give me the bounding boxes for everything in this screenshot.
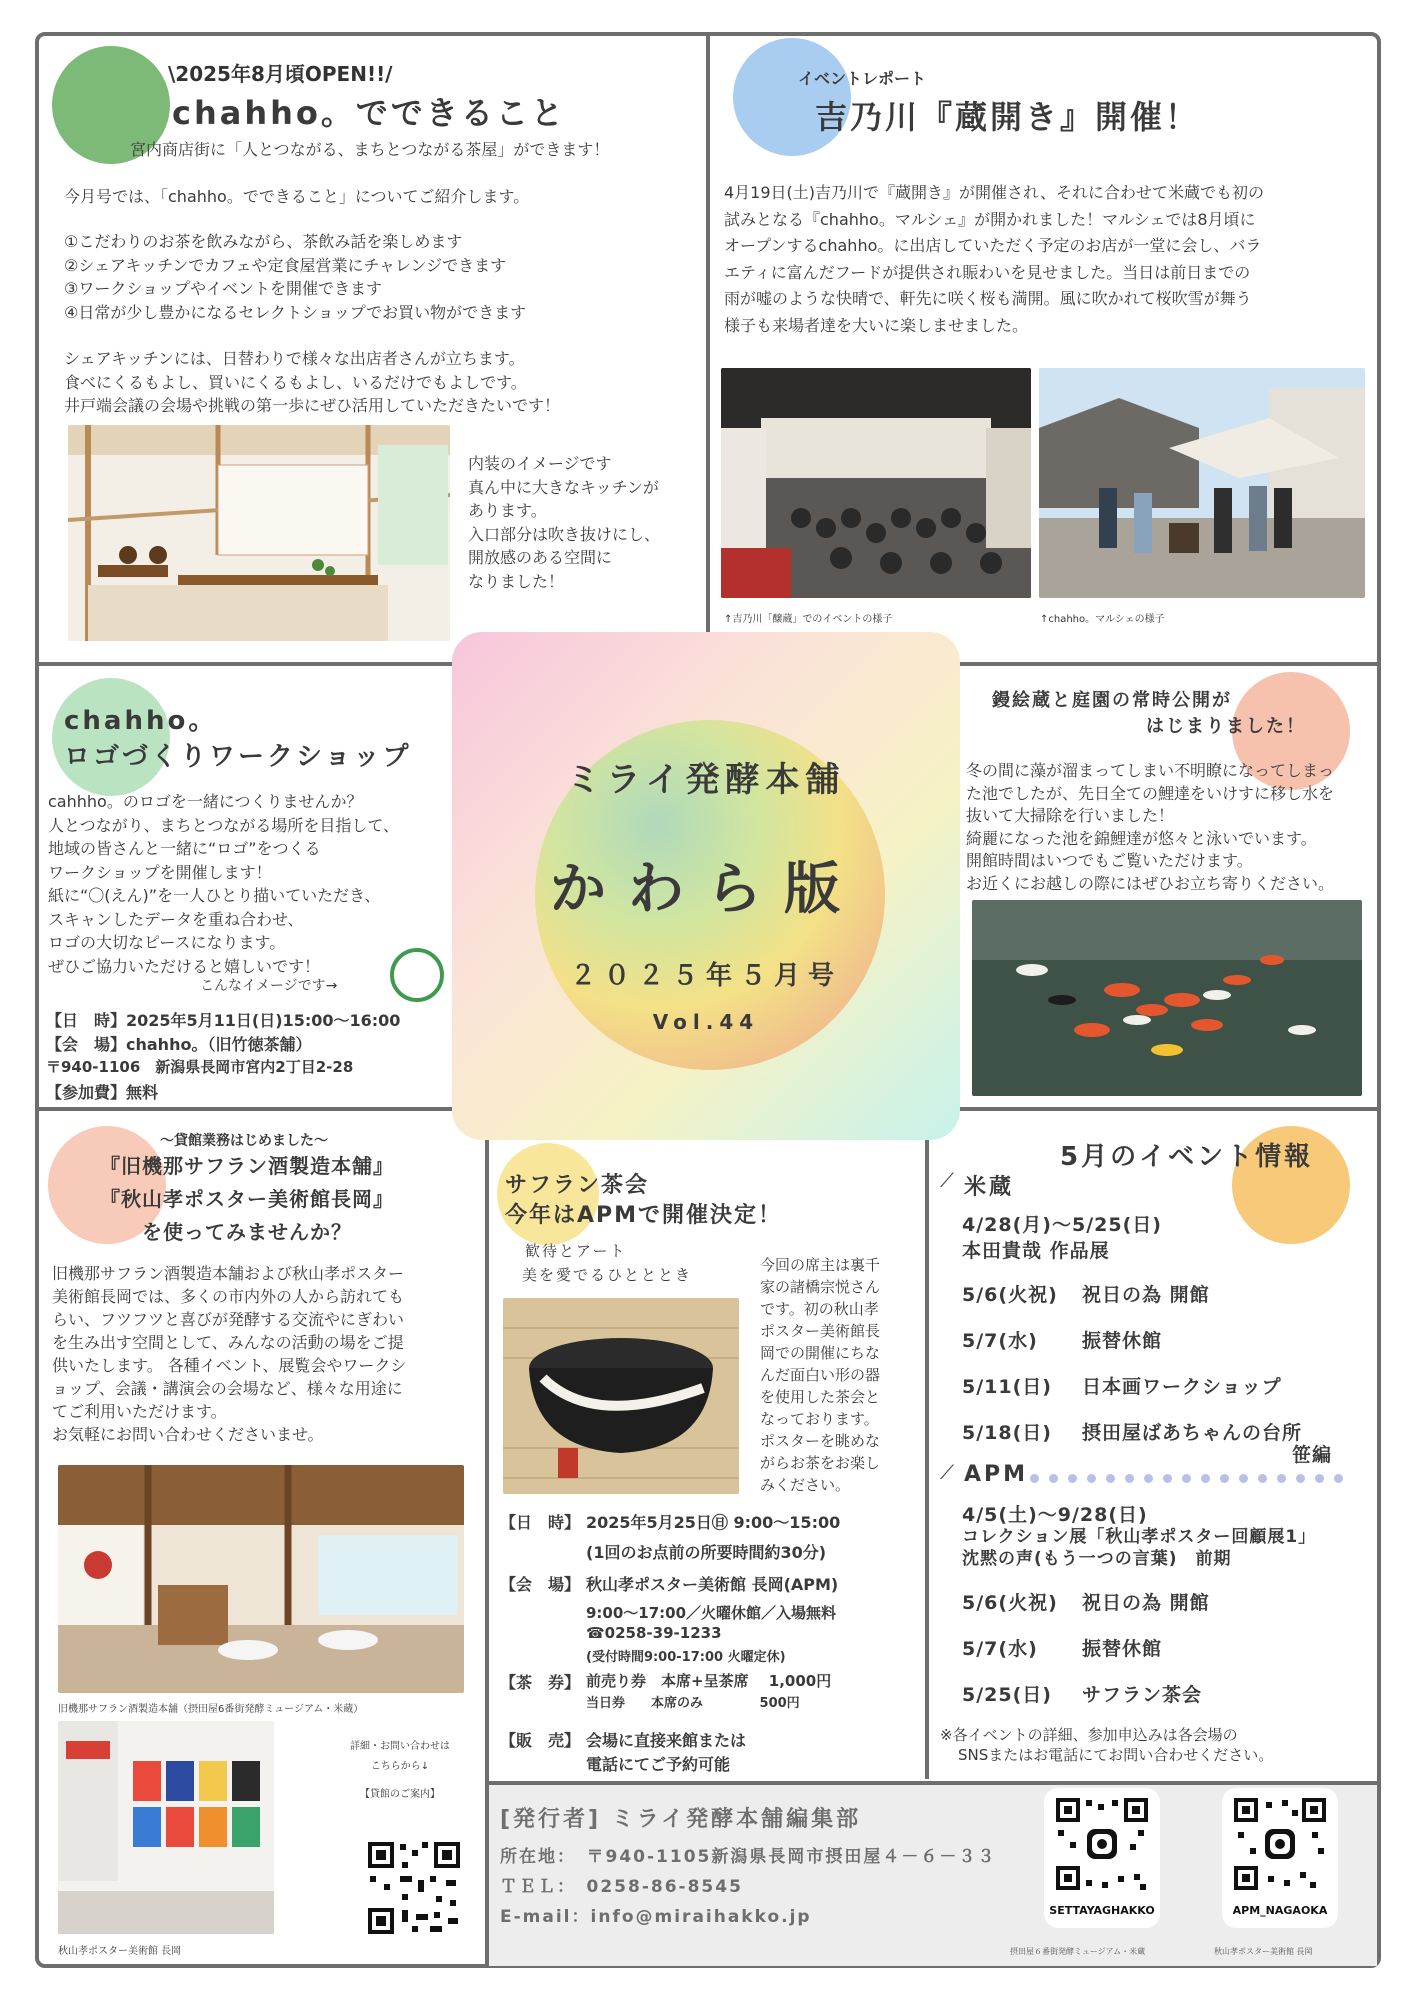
s1-para-line: 井戸端会議の会場や挑戦の第一歩にぜひ活用していただきたいです！ xyxy=(64,396,561,415)
footer-publisher: [発行者] ミライ発酵本舗編集部 xyxy=(500,1807,862,1832)
event-name: 日本画ワークショップ xyxy=(1082,1376,1282,1398)
s2-caption-2: ↑chahho。マルシェの様子 xyxy=(1040,614,1165,625)
s6-body-line: 岡での開催にちな xyxy=(760,1344,881,1362)
instagram-sub-1: 摂田屋６番街発酵ミュージアム・米蔵 xyxy=(1010,1947,1146,1956)
s4-body-line: お近くにお越しの際にはぜひお立ち寄りください。 xyxy=(966,873,1335,893)
s2-body-line: 試みとなる『chahho。マルシェ』が開かれました！マルシェでは8月頃に xyxy=(724,209,1256,229)
s6-sales-label: 【販 売】 xyxy=(500,1731,581,1750)
s2-body-line: 4月19日(土)吉乃川で『蔵開き』が開催され、それに合わせて米蔵でも初の xyxy=(724,183,1264,202)
s1-title: chahho。でできること xyxy=(172,94,566,132)
masthead-org: ミライ発酵本舗 xyxy=(566,760,846,800)
poster-museum-photo xyxy=(58,1721,274,1934)
s6-body-line: 今回の席主は裏千 xyxy=(760,1256,881,1274)
s6-title-1: サフラン茶会 xyxy=(505,1173,650,1198)
event-date: 4/28(月)～5/25(日) xyxy=(962,1214,1162,1236)
s2-body xyxy=(724,180,1264,339)
s6-body-line: ポスターを眺めな xyxy=(760,1432,881,1450)
event-name: 振替休館 xyxy=(1082,1330,1163,1352)
instagram-qr-code-2[interactable] xyxy=(1232,1796,1328,1892)
s5-body-line: 美術館長岡では、多くの市内外の人から訪れても xyxy=(52,1287,405,1306)
event-date: 5/18(日) xyxy=(962,1422,1052,1444)
s4-title-1: 鏝絵蔵と庭園の常時公開が xyxy=(992,690,1232,711)
event-name: サフラン茶会 xyxy=(1082,1684,1203,1706)
event-name-extra: 笹編 xyxy=(1292,1444,1333,1466)
s5-body xyxy=(52,1262,406,1446)
s5-caption-2: 秋山孝ポスター美術館 長岡 xyxy=(58,1946,182,1957)
event-name: 祝日の為 開館 xyxy=(1082,1592,1210,1614)
s2-kicker: イベントレポート xyxy=(798,69,927,88)
event-name: 祝日の為 開館 xyxy=(1082,1284,1210,1306)
s1-tag: \2025年8月頃OPEN!!/ xyxy=(168,62,393,86)
s6-sub-1: 歓待とアート xyxy=(525,1242,627,1260)
s3-venue: 【会 場】chahho。（旧竹徳茶舗） xyxy=(46,1035,312,1054)
event-date: 4/5(土)～9/28(日) xyxy=(962,1504,1148,1526)
divider-row3-right xyxy=(925,1109,929,1779)
s3-fee: 【参加費】無料 xyxy=(46,1083,159,1102)
marche-photo xyxy=(1039,368,1365,598)
s1-point: ②シェアキッチンでカフェや定食屋営業にチャレンジできます xyxy=(64,255,507,275)
s3-image-note: こんなイメージです→ xyxy=(200,978,338,994)
event-name: 摂田屋ばあちゃんの台所 xyxy=(1082,1422,1303,1444)
event-name: コレクション展「秋山孝ポスター回顧展1」 xyxy=(962,1527,1317,1547)
caption-line: 開放感のある空間に xyxy=(468,548,613,567)
s7-venue-2: APM xyxy=(964,1462,1029,1487)
event-name: 本田貴哉 作品展 xyxy=(962,1240,1110,1262)
event-date: 5/6(火祝) xyxy=(962,1284,1058,1306)
s6-date: 2025年5月25日㊐ 9:00～15:00 xyxy=(586,1513,841,1532)
s1-points xyxy=(64,230,526,324)
interior-image xyxy=(68,425,450,641)
venue-mark-icon: ⟋ xyxy=(940,1168,954,1192)
s1-point: ③ワークショップやイベントを開催できます xyxy=(64,279,383,298)
koi-pond-photo xyxy=(972,900,1362,1096)
s5-kicker: ～貸館業務はじめました～ xyxy=(160,1133,328,1149)
s6-body-line: を使用した茶会と xyxy=(760,1388,881,1406)
s4-body-line: 綺麗になった池を錦鯉達が悠々と泳いでいます。 xyxy=(966,828,1317,848)
s6-hours: 9:00～17:00／火曜休館／入場無料 xyxy=(586,1604,837,1622)
s4-body xyxy=(966,760,1334,895)
s5-body-line: 供いたします。 各種イベント、展覧会やワークシ xyxy=(52,1356,407,1375)
s6-body-line: 家の諸橋宗悦さん xyxy=(760,1278,881,1296)
footer-tel: ＴＥＬ： 0258-86-8545 xyxy=(500,1877,743,1897)
instagram-qr-code-1[interactable] xyxy=(1054,1796,1150,1892)
s6-venue: 秋山孝ポスター美術館 長岡(APM) xyxy=(586,1575,839,1594)
masthead-issue: ２０２５年５月号 xyxy=(569,961,842,991)
event-name: 振替休館 xyxy=(1082,1638,1163,1660)
qr-note-line: 詳細・お問い合わせは xyxy=(350,1741,450,1752)
instagram-label-1: SETTAYAGHAKKO xyxy=(1049,1904,1155,1917)
s1-para-line: 食べにくるもよし、買いにくるもよし、いるだけでもよしです。 xyxy=(64,372,527,392)
s3-body-line: cahhho。のロゴを一緒につくりませんか？ xyxy=(48,792,363,811)
s4-body-line: た池でしたが、先日全ての鯉達をいけすに移し水を xyxy=(966,783,1335,803)
s7-venue-1: 米蔵 xyxy=(964,1175,1015,1200)
s6-title-2: 今年はAPMで開催決定！ xyxy=(505,1203,783,1228)
s5-body-line: を生み出す空間として、みんなの活動の場をご提 xyxy=(52,1333,404,1352)
s5-body-line: 旧機那サフラン酒製造本舗および秋山孝ポスター xyxy=(52,1264,405,1283)
caption-line: 真ん中に大きなキッチンが xyxy=(468,477,659,497)
s3-body-line: 紙に“〇(えん)”を一人ひとり描いていただき、 xyxy=(48,886,381,905)
dotted-divider xyxy=(1030,1474,1343,1483)
caption-line: 入口部分は吹き抜けにし、 xyxy=(468,524,661,544)
tea-bowl-photo xyxy=(503,1298,739,1494)
s5-title-line: を使ってみませんか？ xyxy=(142,1220,352,1244)
s2-body-line: 雨が嘘のような快晴で、軒先に咲く桜も満開。風に吹かれて桜吹雪が舞う xyxy=(724,289,1252,308)
event-date: 5/11(日) xyxy=(962,1376,1052,1398)
s5-caption-1: 旧機那サフラン酒製造本舗（摂田屋6番街発酵ミュージアム・米蔵） xyxy=(58,1704,364,1715)
s6-tel-note: (受付時間9:00-17:00 火曜定休) xyxy=(586,1650,786,1665)
s6-ticket-label: 【茶 券】 xyxy=(500,1673,581,1692)
s3-body-line: 人とつながり、まちとつながる場所を目指して、 xyxy=(48,815,400,835)
s1-image-caption xyxy=(468,452,660,593)
s7-note-2: SNSまたはお電話にてお問い合わせください。 xyxy=(958,1746,1274,1764)
masthead-volume: Vol.44 xyxy=(652,1010,760,1034)
s3-body-line: 地域の皆さんと一緒に“ロゴ”をつくる xyxy=(48,839,321,858)
s6-body-line: がらお茶をお楽し xyxy=(760,1454,881,1472)
s4-body-line: 抜いて大掃除を行いました！ xyxy=(966,806,1175,825)
s2-caption-1: ↑吉乃川「醸蔵」でのイベントの様子 xyxy=(724,614,893,625)
s2-body-line: エティに富んだフードが提供され賑わいを見せました。当日は前日までの xyxy=(724,262,1251,282)
logo-sample-ring-icon xyxy=(390,948,444,1002)
s6-body xyxy=(760,1254,880,1496)
s6-tel: ☎0258-39-1233 xyxy=(586,1624,722,1642)
s1-paragraph xyxy=(64,347,560,418)
kura-event-photo xyxy=(721,368,1031,598)
s5-title-line: 『旧機那サフラン酒製造本舗』 xyxy=(100,1154,394,1178)
event-date: 5/25(日) xyxy=(962,1684,1052,1706)
footer-email: E-mail：info@miraihakko.jp xyxy=(500,1907,812,1927)
s2-title: 吉乃川『蔵開き』開催！ xyxy=(815,98,1201,136)
s5-body-line: てご利用いただけます。 xyxy=(52,1402,227,1421)
s6-body-line: なっております。 xyxy=(760,1410,879,1428)
s1-point: ①こだわりのお茶を飲みながら、茶飲み話を楽しめます xyxy=(64,232,463,251)
s6-date-label: 【日 時】 xyxy=(500,1513,581,1532)
s6-date-note: (1回のお点前の所要時間約30分) xyxy=(586,1543,827,1562)
event-date: 5/6(火祝) xyxy=(962,1592,1058,1614)
s1-intro: 今月号では、「chahho。でできること」についてご紹介します。 xyxy=(64,187,530,206)
s1-point: ④日常が少し豊かになるセレクトショップでお買い物ができます xyxy=(64,302,527,322)
divider-top-vertical xyxy=(706,34,710,664)
s5-title-line: 『秋山孝ポスター美術館長岡』 xyxy=(100,1187,394,1211)
saffron-brewery-photo xyxy=(58,1465,464,1693)
s6-sales-1: 会場に直接来館または xyxy=(586,1731,747,1750)
s1-para-line: シェアキッチンには、日替わりで様々な出店者さんが立ちます。 xyxy=(64,349,525,368)
qr-note-line: 【貸館のご案内】 xyxy=(360,1789,440,1800)
s3-body xyxy=(48,790,399,978)
event-date: 5/7(水) xyxy=(962,1638,1038,1660)
s4-body-line: 開館時間はいつでもご覧いただけます。 xyxy=(966,851,1253,870)
s3-body-line: ぜひご協力いただけると嬉しいです！ xyxy=(48,956,321,976)
caption-line: あります。 xyxy=(468,501,547,520)
s3-date: 【日 時】2025年5月11日(日)15:00～16:00 xyxy=(46,1011,401,1030)
instagram-label-2: APM_NAGAOKA xyxy=(1232,1904,1328,1917)
s6-venue-label: 【会 場】 xyxy=(500,1575,581,1594)
masthead-title: かわら版 xyxy=(550,857,862,922)
event-name: 沈黙の声(もう一つの言葉) 前期 xyxy=(962,1549,1232,1569)
event-date: 5/7(水) xyxy=(962,1330,1038,1352)
s2-body-line: 様子も来場者達を大いに楽しませました。 xyxy=(724,315,1029,335)
s3-body-line: ワークショップを開催します！ xyxy=(48,862,272,882)
s6-sales-2: 電話にてご予約可能 xyxy=(586,1755,731,1774)
s6-body-line: みください。 xyxy=(760,1476,851,1494)
s6-body-line: です。初の秋山孝 xyxy=(760,1300,879,1318)
s3-address: 〒940-1106 新潟県長岡市宮内2丁目2-28 xyxy=(46,1058,354,1076)
venue-mark-icon: ⟋ xyxy=(940,1460,954,1484)
s5-body-line: ョップ、会議・講演会の会場など、様々な用途に xyxy=(52,1379,403,1398)
s3-body-line: スキャンしたデータを重ね合わせ、 xyxy=(48,909,304,929)
s7-note-1: ※各イベントの詳細、参加申込みは各会場の xyxy=(940,1726,1238,1744)
s6-ticket-2: 当日券 本席のみ 500円 xyxy=(586,1696,800,1711)
s5-title xyxy=(62,1150,432,1249)
s6-body-line: ポスター美術館長 xyxy=(760,1322,881,1340)
s2-body-line: オープンするchahho。に出店していただく予定のお店が一堂に会し、バラ xyxy=(724,236,1262,255)
qr-note-line: こちらから↓ xyxy=(370,1761,430,1772)
caption-line: 内装のイメージです xyxy=(468,454,612,473)
caption-line: なりました！ xyxy=(468,571,565,591)
s5-qr-note xyxy=(345,1737,455,1805)
s6-sub-2: 美を愛でるひとととき xyxy=(522,1266,693,1284)
instagram-sub-2: 秋山孝ポスター美術館 長岡 xyxy=(1214,1947,1313,1956)
s5-body-line: らい、フツフツと喜びが発酵する交流やにぎわい xyxy=(52,1310,405,1329)
s5-body-line: お気軽にお問い合わせくださいませ。 xyxy=(52,1425,324,1444)
rental-qr-code[interactable] xyxy=(366,1840,462,1936)
s6-ticket-1: 前売り券 本席+呈茶席 1,000円 xyxy=(586,1672,832,1690)
footer-address: 所在地： 〒940-1105新潟県長岡市摂田屋４－６－３３ xyxy=(500,1847,997,1867)
s4-title-2: はじまりました！ xyxy=(1146,716,1306,737)
s1-lead: 宮内商店街に「人とつながる、まちとつながる茶屋」ができます！ xyxy=(130,140,610,159)
s3-body-line: ロゴの大切なピースになります。 xyxy=(48,933,286,952)
s4-body-line: 冬の間に藻が溜まってしまい不明瞭になってしまっ xyxy=(966,761,1335,780)
s7-title: 5月のイベント情報 xyxy=(1060,1142,1314,1172)
s3-title-1: chahho。 xyxy=(64,706,218,736)
s6-body-line: んだ面白い形の器 xyxy=(760,1366,881,1384)
s3-title-2: ロゴづくりワークショップ xyxy=(64,742,412,772)
